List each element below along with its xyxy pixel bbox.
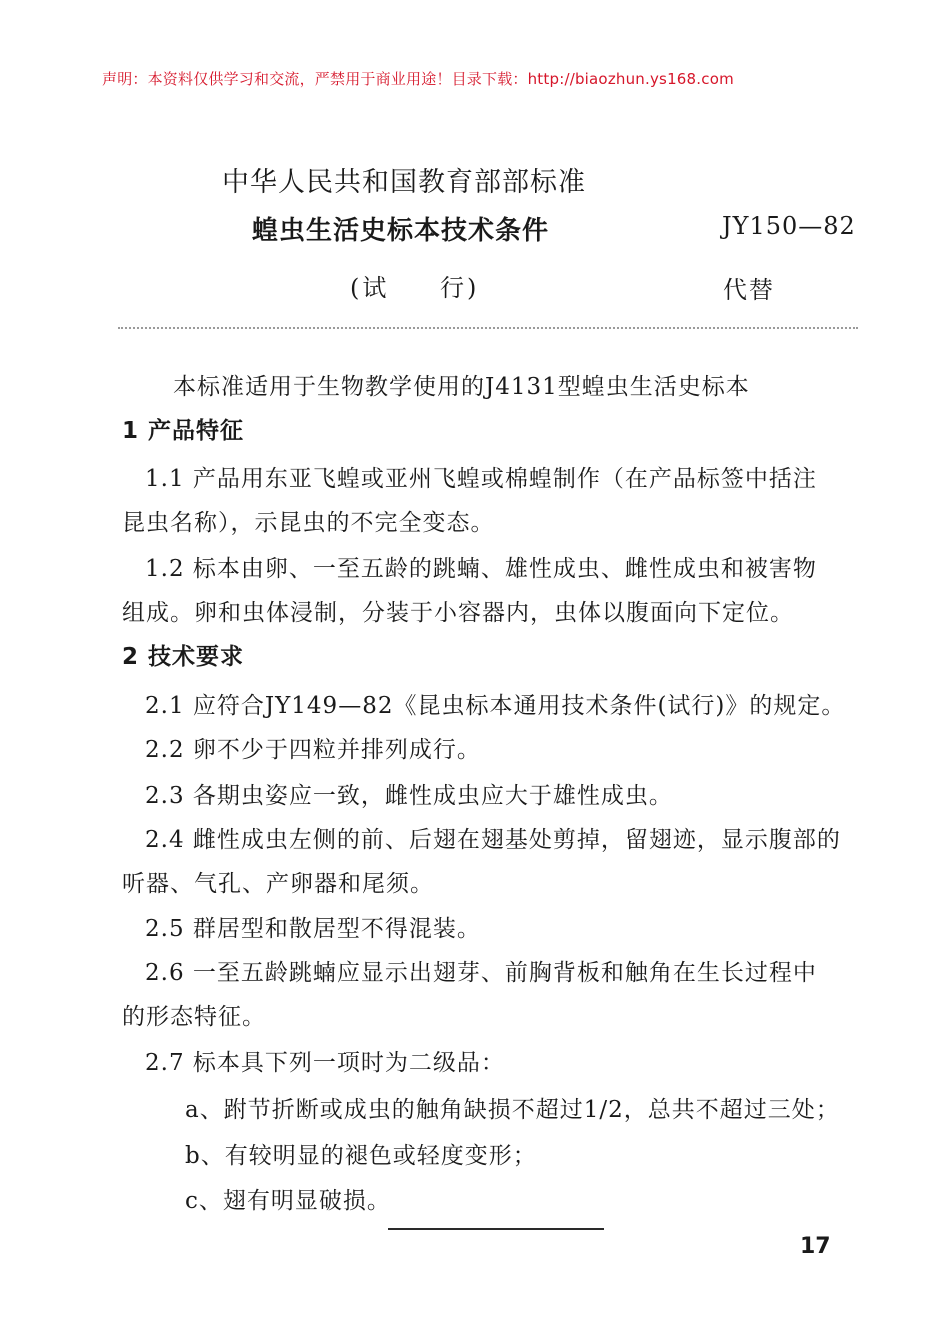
page-number: 17 [800, 1234, 831, 1259]
issuing-organization: 中华人民共和国教育部部标准 [222, 167, 586, 198]
clause-2-7-item-b: b、有较明显的褪色或轻度变形； [185, 1143, 537, 1169]
header-divider [118, 327, 858, 329]
clause-1-1-line-2: 昆虫名称），示昆虫的不完全变态。 [122, 510, 495, 536]
clause-2-7-item-a: a、跗节折断或成虫的触角缺损不超过1/2，总共不超过三处； [185, 1097, 840, 1123]
trial-label: (试 行) [350, 274, 480, 302]
clause-2-2: 2.2 卵不少于四粒并排列成行。 [145, 737, 481, 763]
section-2-heading: 2 技术要求 [122, 644, 245, 670]
replaces-label: 代替 [723, 276, 775, 304]
disclaimer-banner: 声明：本资料仅供学习和交流，严禁用于商业用途！目录下载：http://biaozhun.ys168.com [102, 70, 734, 88]
clause-2-6-line-1: 2.6 一至五龄跳蝻应显示出翅芽、前胸背板和触角在生长过程中 [145, 960, 817, 986]
clause-2-1: 2.1 应符合JY149—82《昆虫标本通用技术条件(试行)》的规定。 [145, 693, 846, 719]
section-1-heading: 1 产品特征 [122, 418, 245, 444]
clause-1-1-line-1: 1.1 产品用东亚飞蝗或亚州飞蝗或棉蝗制作（在产品标签中括注 [145, 466, 817, 492]
standard-code: JY150—82 [722, 212, 856, 240]
clause-2-7-item-c: c、翅有明显破损。 [185, 1188, 391, 1214]
clause-2-4-line-2: 听器、气孔、产卵器和尾须。 [122, 871, 434, 897]
clause-2-5: 2.5 群居型和散居型不得混装。 [145, 916, 481, 942]
document-title: 蝗虫生活史标本技术条件 [252, 216, 550, 246]
clause-2-7: 2.7 标本具下列一项时为二级品： [145, 1050, 505, 1076]
clause-2-3: 2.3 各期虫姿应一致，雌性成虫应大于雄性成虫。 [145, 783, 673, 809]
clause-1-2-line-2: 组成。卵和虫体浸制，分装于小容器内，虫体以腹面向下定位。 [122, 600, 794, 626]
scope-statement: 本标准适用于生物教学使用的J4131型蝗虫生活史标本 [173, 374, 750, 400]
clause-1-2-line-1: 1.2 标本由卵、一至五龄的跳蝻、雄性成虫、雌性成虫和被害物 [145, 556, 817, 582]
clause-2-6-line-2: 的形态特征。 [122, 1004, 266, 1030]
footer-divider [388, 1228, 604, 1230]
clause-2-4-line-1: 2.4 雌性成虫左侧的前、后翅在翅基处剪掉，留翅迹，显示腹部的 [145, 827, 841, 853]
